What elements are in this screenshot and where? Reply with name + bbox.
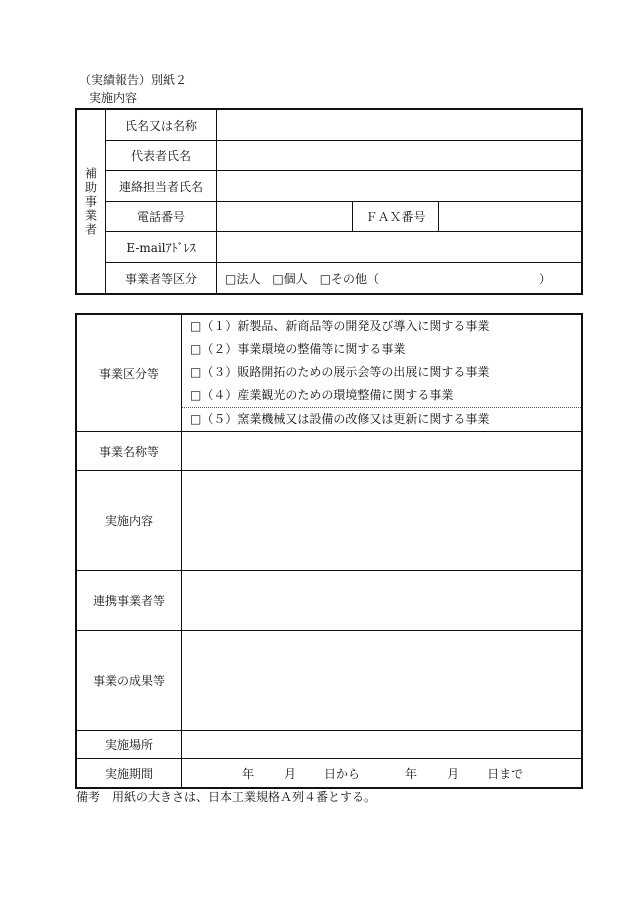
applicant-table	[76, 109, 582, 294]
representative-field[interactable]	[217, 141, 582, 171]
form-reference: （実績報告）別紙２	[79, 73, 188, 87]
project-name-label: 事業名称等	[77, 432, 182, 471]
period-from-year: 年	[242, 766, 255, 781]
phone-label: 電話番号	[106, 202, 217, 232]
form-subtitle: 実施内容	[89, 91, 138, 105]
implementation-details-field[interactable]	[182, 471, 582, 571]
representative-label: 代表者氏名	[106, 141, 217, 171]
location-field[interactable]	[182, 731, 582, 759]
name-label: 氏名又は名称	[106, 110, 217, 141]
category-option-2[interactable]: □（２）事業環境の整備等に関する事業	[190, 342, 406, 356]
period-to-day: 日まで	[487, 766, 524, 781]
project-category-list	[182, 315, 582, 432]
checkbox-individual[interactable]: □個人	[272, 271, 308, 286]
project-name-field[interactable]	[182, 432, 582, 471]
category-option-1[interactable]: □（１）新製品、新商品等の開発及び導入に関する事業	[190, 319, 490, 333]
email-field[interactable]	[217, 232, 582, 263]
phone-field[interactable]	[217, 202, 353, 232]
contact-person-label: 連絡担当者氏名	[106, 171, 217, 202]
name-field[interactable]	[217, 110, 582, 141]
business-type-label: 事業者等区分	[106, 263, 217, 294]
period-to-year: 年	[405, 766, 418, 781]
other-close-paren: ）	[539, 271, 552, 286]
fax-label: ＦＡＸ番号	[353, 202, 439, 232]
fax-field[interactable]	[439, 202, 582, 232]
results-field[interactable]	[182, 631, 582, 731]
project-table	[76, 314, 582, 788]
business-type-options	[217, 263, 582, 294]
applicant-group-label: 補助事業者	[77, 110, 106, 294]
category-option-5[interactable]: □（５）窯業機械又は設備の改修又は更新に関する事業	[182, 407, 581, 431]
implementation-details-label: 実施内容	[77, 471, 182, 571]
checkbox-corporation[interactable]: □法人	[225, 271, 261, 286]
period-field[interactable]	[182, 759, 582, 788]
location-label: 実施場所	[77, 731, 182, 759]
footer-note: 備考 用紙の大きさは、日本工業規格Ａ列４番とする。	[76, 790, 377, 804]
period-from-month: 月	[284, 766, 297, 781]
email-label: E-mailｱﾄﾞﾚｽ	[106, 232, 217, 263]
period-label: 実施期間	[77, 759, 182, 788]
partners-label: 連携事業者等	[77, 571, 182, 631]
period-to-month: 月	[447, 766, 460, 781]
checkbox-other[interactable]: □その他（	[319, 271, 380, 286]
results-label: 事業の成果等	[77, 631, 182, 731]
partners-field[interactable]	[182, 571, 582, 631]
period-from-day: 日から	[324, 766, 361, 781]
category-option-4[interactable]: □（４）産業観光のための環境整備に関する事業	[190, 388, 454, 402]
category-option-3[interactable]: □（３）販路開拓のための展示会等の出展に関する事業	[190, 365, 490, 379]
project-category-label: 事業区分等	[77, 315, 182, 432]
contact-person-field[interactable]	[217, 171, 582, 202]
